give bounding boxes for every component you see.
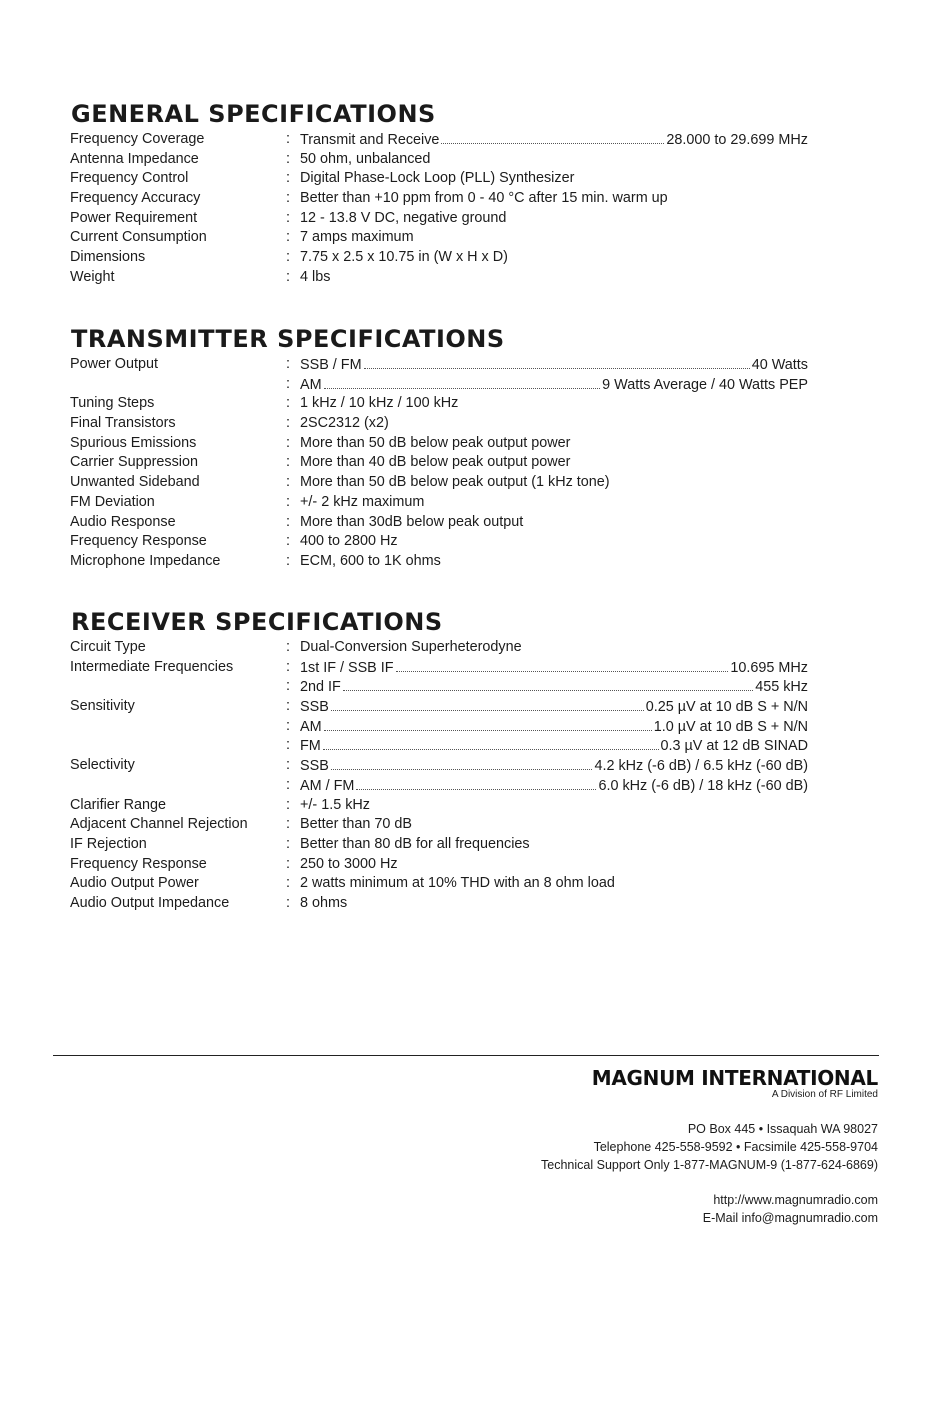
footer-divider: [53, 1055, 879, 1056]
dot-leader: [331, 756, 593, 770]
general-title: GENERAL SPECIFICATIONS: [71, 100, 436, 128]
technical-support: Technical Support Only 1-877-MAGNUM-9 (1-877-624-6869): [541, 1158, 878, 1172]
spec-separator: :: [286, 170, 290, 187]
spec-leader-line: [300, 697, 808, 718]
website-link[interactable]: http://www.magnumradio.com: [713, 1193, 878, 1207]
spec-label: Audio Response: [70, 513, 176, 530]
spec-value: Digital Phase-Lock Loop (PLL) Synthesizer: [300, 170, 575, 187]
spec-row: [68, 150, 808, 170]
spec-label: Sensitivity: [70, 698, 135, 715]
spec-leader-line: [300, 130, 808, 151]
spec-separator: :: [286, 434, 290, 451]
spec-label: Frequency Coverage: [70, 131, 205, 147]
spec-value-right: 0.25 µV at 10 dB S + N/N: [645, 699, 808, 716]
spec-label: Adjacent Channel Rejection: [70, 816, 248, 833]
spec-label: FM Deviation: [70, 493, 155, 510]
spec-leader-line: [300, 756, 808, 777]
spec-separator: :: [286, 552, 290, 569]
spec-row: [68, 677, 808, 697]
receiver-title: RECEIVER SPECIFICATIONS: [71, 608, 443, 636]
spec-value: ECM, 600 to 1K ohms: [300, 552, 441, 569]
spec-row: [68, 796, 808, 816]
spec-value: 7.75 x 2.5 x 10.75 in (W x H x D): [300, 249, 508, 266]
spec-leader-line: [300, 677, 808, 698]
spec-value: 2SC2312 (x2): [300, 415, 389, 432]
spec-label: Unwanted Sideband: [70, 474, 200, 491]
spec-row: [68, 697, 808, 717]
spec-row: [68, 268, 808, 288]
dot-leader: [396, 658, 729, 672]
email-link[interactable]: E-Mail info@magnumradio.com: [702, 1211, 878, 1225]
spec-row: [68, 658, 808, 678]
spec-row: [68, 228, 808, 248]
spec-value: 2nd IF: [300, 679, 341, 696]
spec-value: 7 amps maximum: [300, 229, 414, 246]
spec-value-right: 455 kHz: [755, 679, 808, 696]
company-name: MAGNUM INTERNATIONAL: [591, 1066, 878, 1090]
spec-row: [68, 835, 808, 855]
spec-separator: :: [286, 395, 290, 412]
dot-leader: [364, 355, 750, 369]
spec-row: [68, 189, 808, 209]
spec-value-right: 1.0 µV at 10 dB S + N/N: [653, 718, 808, 735]
spec-label: Antenna Impedance: [70, 150, 199, 167]
spec-value: FM: [300, 738, 321, 755]
receiver-specifications: [68, 608, 808, 914]
spec-label: Frequency Control: [70, 170, 189, 187]
spec-value: Better than 80 dB for all frequencies: [300, 835, 530, 852]
spec-separator: :: [286, 639, 290, 655]
spec-value: SSB: [300, 758, 329, 775]
spec-value-right: 6.0 kHz (-6 dB) / 18 kHz (-60 dB): [598, 777, 808, 794]
spec-value: AM: [300, 718, 322, 735]
spec-separator: :: [286, 268, 290, 285]
spec-leader-line: [300, 658, 808, 679]
spec-value: AM / FM: [300, 777, 355, 794]
spec-separator: :: [286, 678, 290, 695]
spec-value: 2 watts minimum at 10% THD with an 8 ohm load: [300, 875, 615, 892]
spec-label: Intermediate Frequencies: [70, 658, 234, 675]
spec-leader-line: [300, 375, 808, 396]
spec-label: Final Transistors: [70, 415, 176, 432]
spec-label: Frequency Accuracy: [70, 190, 201, 207]
spec-label: Selectivity: [70, 757, 135, 774]
spec-leader-line: [300, 736, 808, 757]
spec-row: [68, 756, 808, 776]
spec-value: Better than 70 dB: [300, 816, 413, 833]
spec-row: [68, 513, 808, 533]
spec-value: More than 30dB below peak output: [300, 513, 524, 530]
spec-separator: :: [286, 150, 290, 167]
spec-row: [68, 355, 808, 375]
spec-separator: :: [286, 229, 290, 246]
spec-separator: :: [286, 454, 290, 471]
spec-separator: :: [286, 875, 290, 892]
spec-row: [68, 638, 808, 658]
spec-separator: :: [286, 190, 290, 207]
spec-separator: :: [286, 131, 290, 147]
spec-separator: :: [286, 816, 290, 833]
spec-separator: :: [286, 474, 290, 491]
transmitter-specifications: [68, 325, 808, 572]
spec-separator: :: [286, 209, 290, 226]
spec-row: [68, 493, 808, 513]
spec-row: [68, 375, 808, 395]
dot-leader: [324, 717, 652, 731]
spec-label: Spurious Emissions: [70, 434, 197, 451]
spec-value-right: 4.2 kHz (-6 dB) / 6.5 kHz (-60 dB): [594, 758, 808, 775]
spec-leader-line: [300, 717, 808, 738]
spec-value-right: 40 Watts: [751, 357, 808, 373]
spec-row: [68, 414, 808, 434]
spec-value: More than 50 dB below peak output (1 kHz tone): [300, 474, 610, 491]
spec-label: Clarifier Range: [70, 796, 166, 813]
dot-leader: [441, 130, 664, 144]
general-rows: [68, 130, 808, 288]
spec-leader-line: [300, 776, 808, 797]
spec-separator: :: [286, 776, 290, 793]
dot-leader: [324, 375, 601, 389]
spec-value: SSB: [300, 699, 329, 716]
spec-label: Frequency Response: [70, 855, 207, 872]
spec-value: 8 ohms: [300, 894, 348, 911]
spec-separator: :: [286, 249, 290, 266]
spec-separator: :: [286, 737, 290, 754]
spec-value: +/- 2 kHz maximum: [300, 493, 425, 510]
dot-leader: [356, 776, 596, 790]
spec-row: [68, 815, 808, 835]
spec-row: [68, 736, 808, 756]
spec-label: Tuning Steps: [70, 395, 155, 412]
transmitter-rows: [68, 355, 808, 572]
spec-separator: :: [286, 796, 290, 813]
spec-label: Audio Output Power: [70, 875, 199, 892]
spec-value: 250 to 3000 Hz: [300, 855, 398, 872]
spec-separator: :: [286, 493, 290, 510]
dot-leader: [343, 677, 753, 691]
spec-row: [68, 473, 808, 493]
spec-value: More than 40 dB below peak output power: [300, 454, 571, 471]
spec-separator: :: [286, 356, 290, 372]
dot-leader: [323, 736, 659, 750]
spec-value: More than 50 dB below peak output power: [300, 434, 571, 451]
spec-label: Audio Output Impedance: [70, 894, 230, 911]
spec-label: Carrier Suppression: [70, 454, 198, 471]
spec-separator: :: [286, 698, 290, 715]
spec-value-right: 0.3 µV at 12 dB SINAD: [660, 738, 808, 755]
general-specifications: [68, 100, 808, 288]
spec-value: Dual-Conversion Superheterodyne: [300, 639, 522, 655]
spec-row: [68, 209, 808, 229]
spec-row: [68, 717, 808, 737]
spec-row: [68, 532, 808, 552]
spec-row: [68, 248, 808, 268]
spec-label: IF Rejection: [70, 835, 147, 852]
spec-label: Circuit Type: [70, 639, 146, 655]
spec-label: Weight: [70, 268, 115, 285]
spec-row: [68, 169, 808, 189]
spec-row: [68, 894, 808, 914]
transmitter-title: TRANSMITTER SPECIFICATIONS: [71, 325, 505, 353]
spec-separator: :: [286, 658, 290, 675]
receiver-rows: [68, 638, 808, 914]
spec-value: 1 kHz / 10 kHz / 100 kHz: [300, 395, 459, 412]
spec-label: Current Consumption: [70, 229, 207, 246]
postal-address: PO Box 445 • Issaquah WA 98027: [687, 1122, 878, 1136]
spec-separator: :: [286, 513, 290, 530]
spec-value: 12 - 13.8 V DC, negative ground: [300, 209, 507, 226]
dot-leader: [331, 697, 644, 711]
spec-value: Better than +10 ppm from 0 - 40 °C after 15 min. warm up: [300, 190, 668, 207]
spec-row: [68, 130, 808, 150]
spec-separator: :: [286, 855, 290, 872]
spec-value: 400 to 2800 Hz: [300, 533, 398, 550]
spec-value: Transmit and Receive: [300, 132, 440, 148]
spec-row: [68, 552, 808, 572]
spec-value: +/- 1.5 kHz: [300, 796, 370, 813]
spec-value: 1st IF / SSB IF: [300, 659, 394, 676]
spec-label: Power Output: [70, 356, 158, 372]
spec-separator: :: [286, 894, 290, 911]
spec-value-right: 9 Watts Average / 40 Watts PEP: [602, 376, 808, 393]
spec-value: 4 lbs: [300, 268, 331, 285]
spec-row: [68, 855, 808, 875]
spec-value-right: 10.695 MHz: [730, 659, 808, 676]
spec-value: 50 ohm, unbalanced: [300, 150, 431, 167]
spec-value: SSB / FM: [300, 357, 362, 373]
spec-row: [68, 453, 808, 473]
spec-row: [68, 776, 808, 796]
spec-separator: :: [286, 375, 290, 392]
company-division: A Division of RF Limited: [771, 1089, 878, 1100]
spec-row: [68, 434, 808, 454]
phone-fax: Telephone 425-558-9592 • Facsimile 425-558-9704: [593, 1140, 878, 1154]
spec-separator: :: [286, 415, 290, 432]
spec-label: Frequency Response: [70, 533, 207, 550]
spec-value-right: 28.000 to 29.699 MHz: [666, 132, 808, 148]
spec-separator: :: [286, 717, 290, 734]
spec-separator: :: [286, 835, 290, 852]
spec-leader-line: [300, 355, 808, 376]
spec-separator: :: [286, 533, 290, 550]
spec-separator: :: [286, 757, 290, 774]
spec-row: [68, 394, 808, 414]
spec-row: [68, 874, 808, 894]
spec-label: Dimensions: [70, 249, 146, 266]
spec-value: AM: [300, 376, 322, 393]
spec-label: Microphone Impedance: [70, 552, 221, 569]
spec-label: Power Requirement: [70, 209, 198, 226]
